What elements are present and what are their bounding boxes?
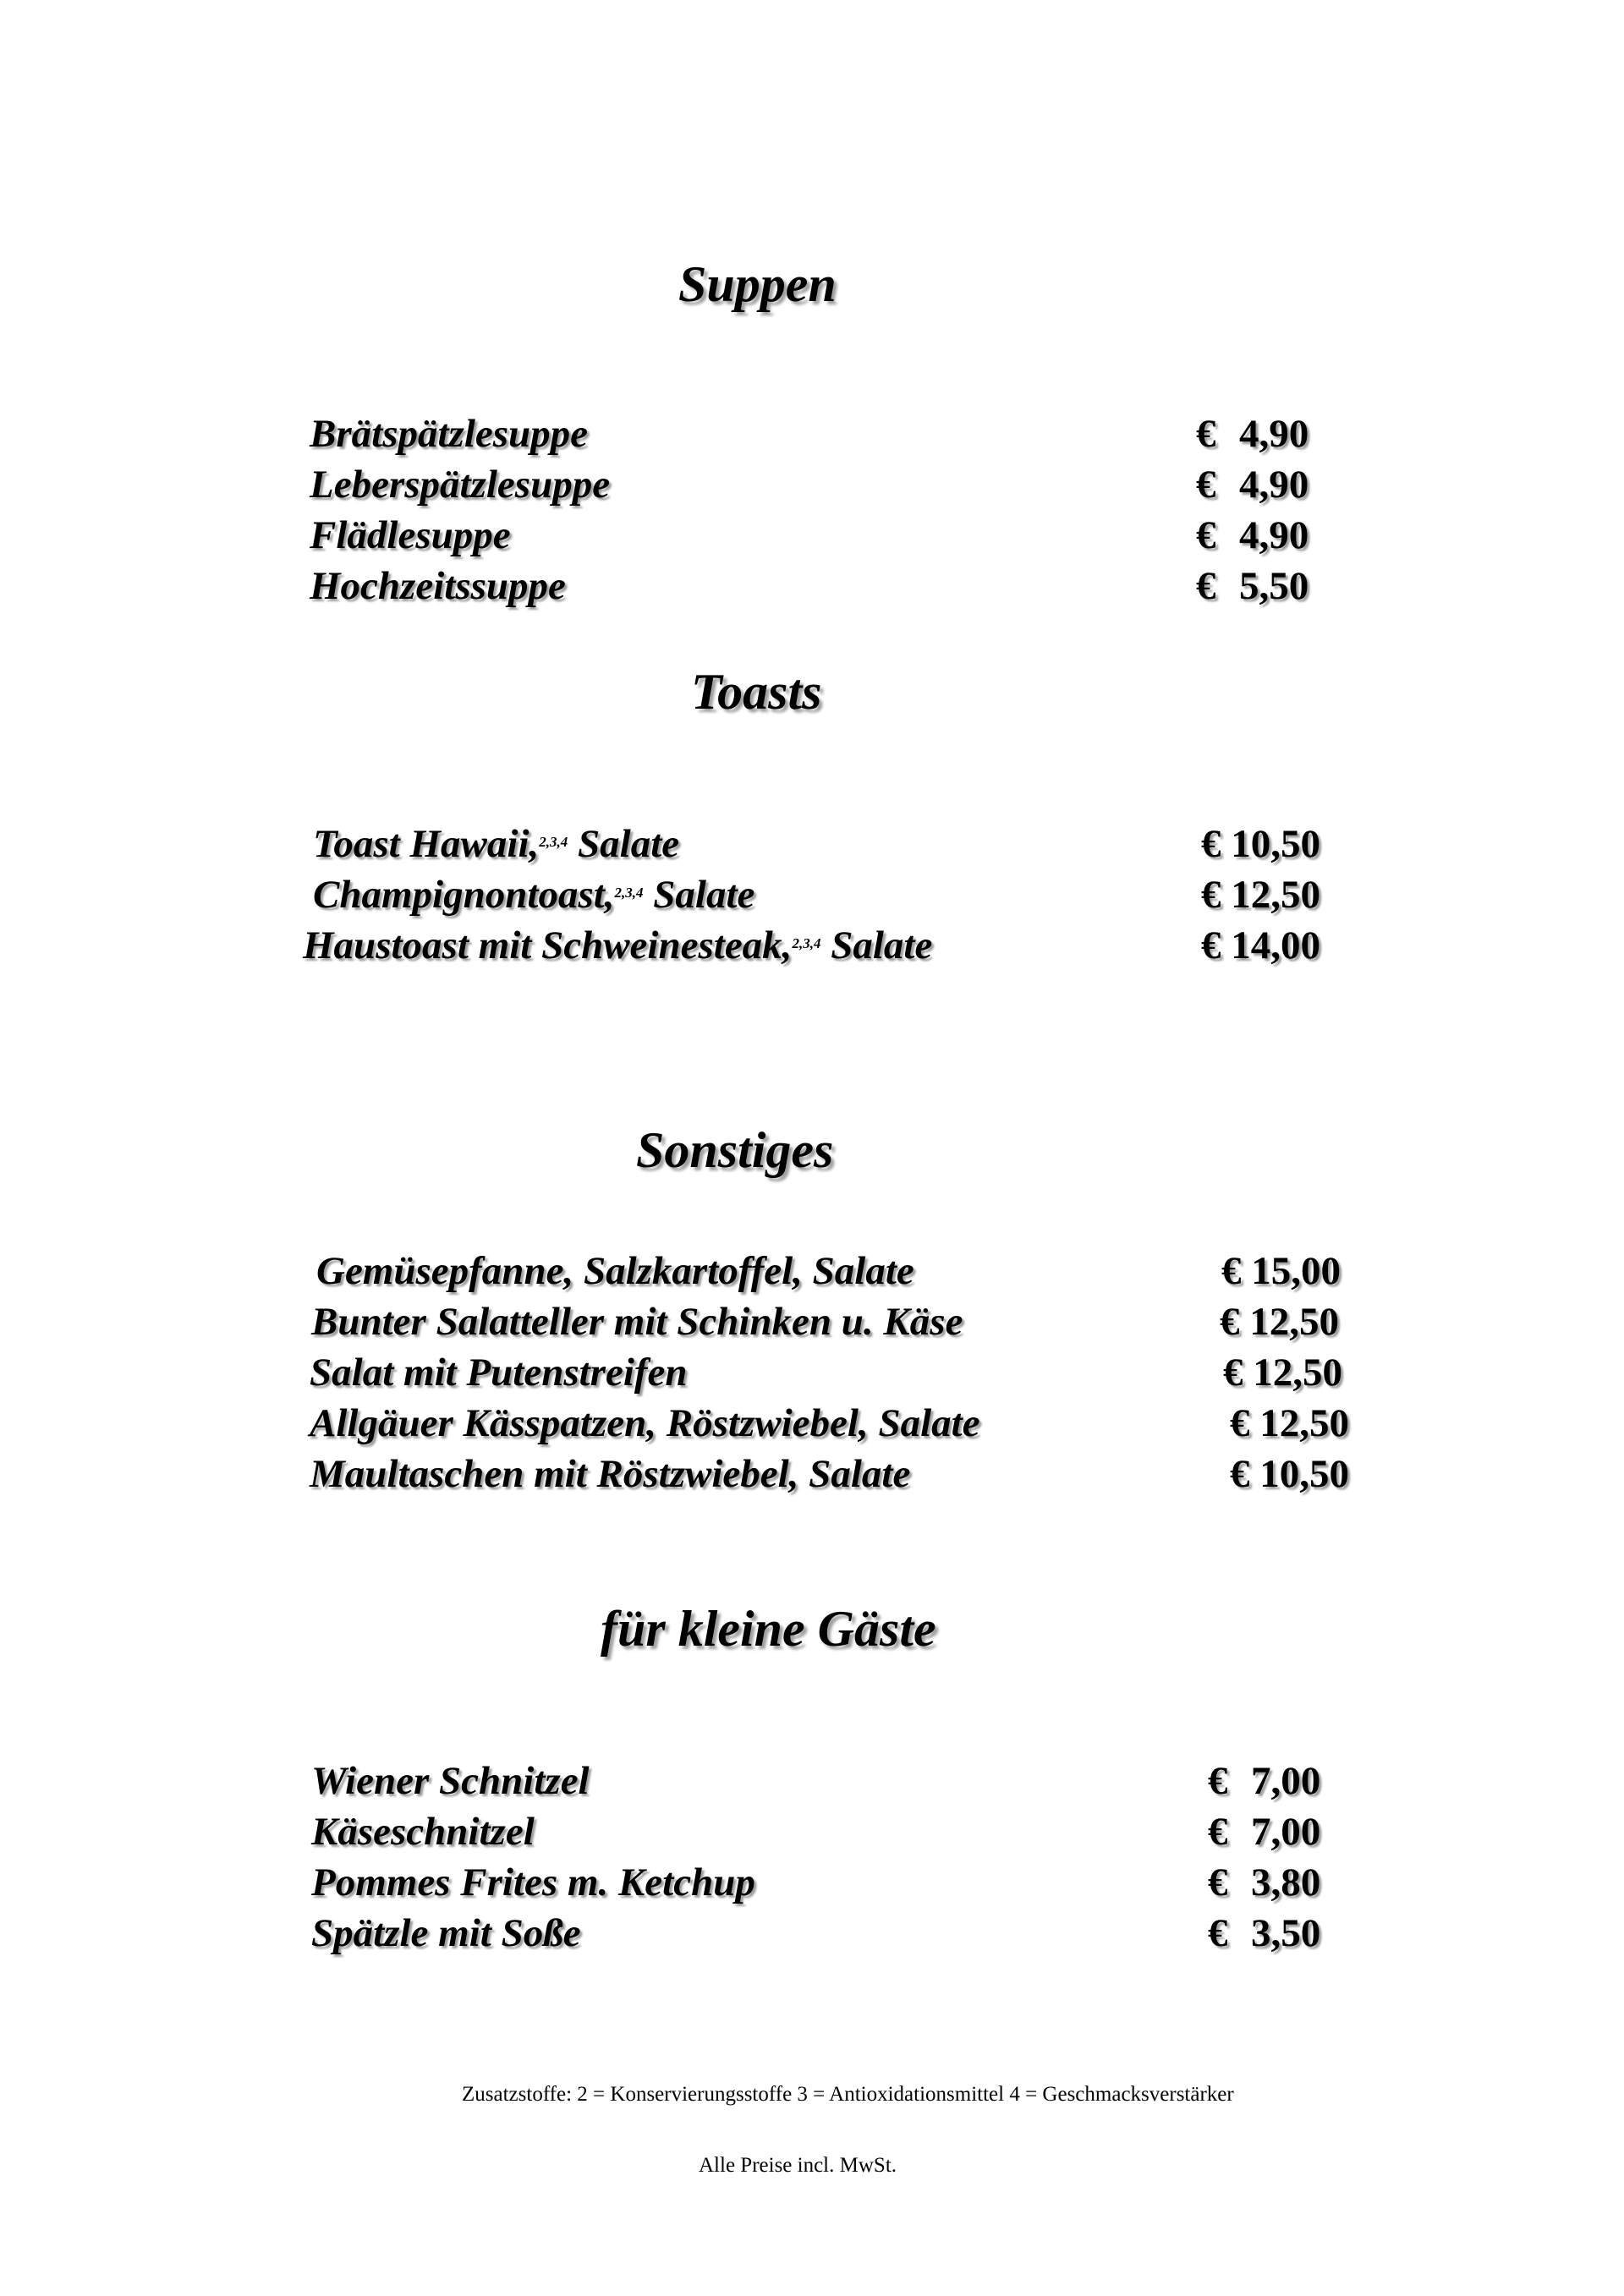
menu-item-name: Gemüsepfanne, Salzkartoffel, Salate [316,1249,914,1293]
menu-item-name: Salat mit Putenstreifen [310,1351,688,1395]
menu-item-price: € 10,50 [1201,822,1320,866]
menu-item-name: Pommes Frites m. Ketchup [311,1860,755,1904]
menu-item-price: € 14,00 [1201,923,1320,967]
menu-item-price: € 5,50 [1196,564,1309,608]
menu-item-price: € 15,00 [1221,1249,1341,1293]
menu-item-name: Haustoast mit Schweinesteak,$^{2,3,4}$ Salate [303,923,933,967]
menu-item-price: € 10,50 [1230,1452,1349,1496]
menu-item-price: € 7,00 [1208,1810,1321,1854]
vat-note: Alle Preise incl. MwSt. [699,2154,897,2177]
menu-item-name: Toast Hawaii,$^{2,3,4}$ Salate [313,822,680,866]
additive-marker: 2,3,4 [614,885,644,901]
section-title-kleine-gaeste: für kleine Gäste [601,1601,936,1657]
menu-item-price: € 7,00 [1208,1759,1321,1803]
menu-item-name: Bunter Salatteller mit Schinken u. Käse [311,1300,963,1344]
section-title-toasts: Toasts [691,664,822,720]
menu-item-name: Spätzle mit Soße [311,1911,581,1955]
menu-item-name: Allgäuer Kässpatzen, Röstzwiebel, Salate [310,1401,980,1445]
menu-item-price: € 3,80 [1208,1860,1321,1904]
menu-item-price: € 3,50 [1208,1911,1321,1955]
menu-item-price: € 4,90 [1196,513,1309,557]
additives-note: Zusatzstoffe: 2 = Konservierungsstoffe 3 = Antioxidationsmittel 4 = Geschmacksverstärker [462,2083,1234,2106]
menu-item-price: € 12,50 [1223,1351,1342,1395]
menu-item-price: € 12,50 [1230,1401,1349,1445]
menu-item-name: Hochzeitssuppe [310,564,566,608]
menu-item-name: Brätspätzlesuppe [310,412,589,456]
additive-marker: 2,3,4 [539,834,568,850]
menu-item-name: Wiener Schnitzel [311,1759,590,1803]
menu-item-name: Champignontoast,$^{2,3,4}$ Salate [313,873,755,917]
menu-item-price: € 12,50 [1201,873,1320,917]
section-title-sonstiges: Sonstiges [636,1122,834,1178]
menu-item-name: Käseschnitzel [311,1810,535,1854]
menu-item-price: € 4,90 [1196,463,1309,507]
menu-item-price: € 12,50 [1220,1300,1339,1344]
menu-item-name: Leberspätzlesuppe [310,463,611,507]
additive-marker: 2,3,4 [792,935,821,951]
menu-item-name: Maultaschen mit Röstzwiebel, Salate [310,1452,911,1496]
section-title-suppen: Suppen [678,256,837,312]
menu-item-name: Flädlesuppe [310,513,511,557]
menu-item-price: € 4,90 [1196,412,1309,456]
